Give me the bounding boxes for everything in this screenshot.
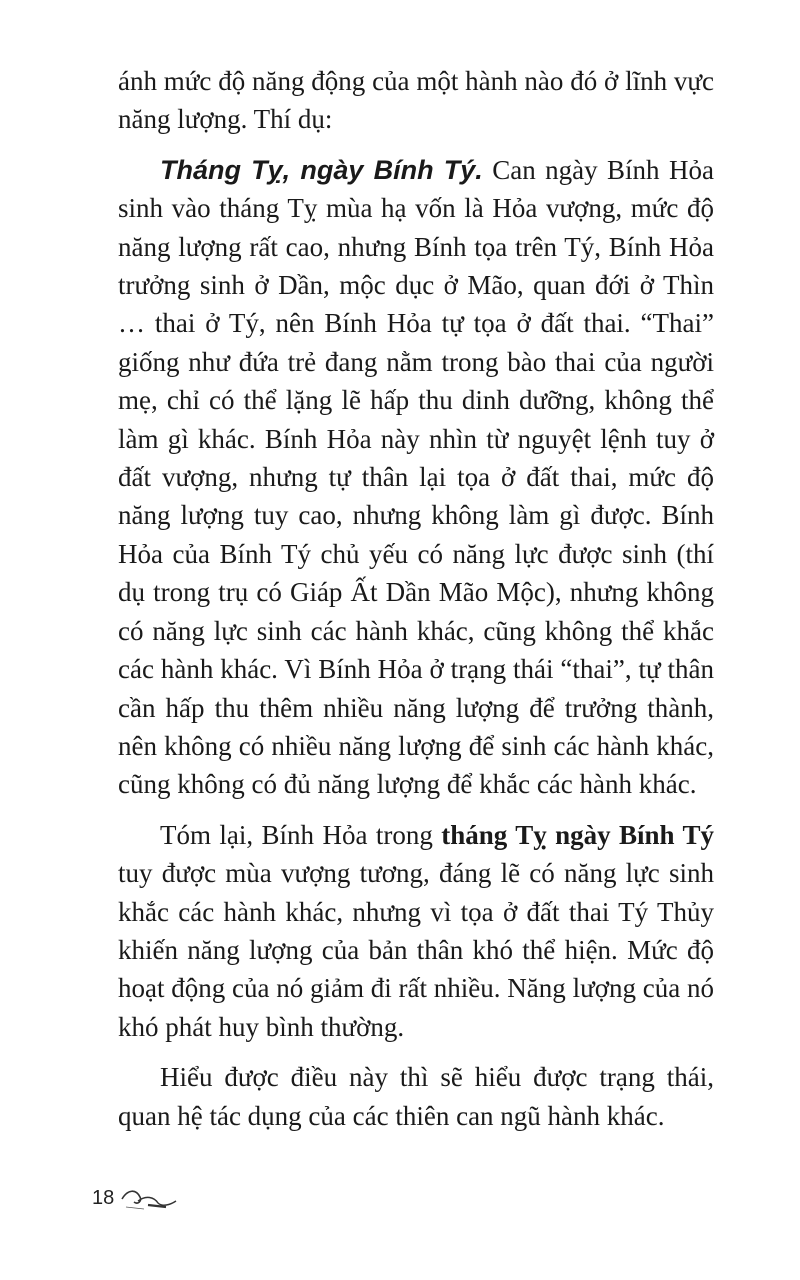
paragraph-example bbox=[118, 151, 714, 804]
example-text: Can ngày Bính Hỏa sinh vào tháng Tỵ mùa hạ vốn là Hỏa vượng, mức độ năng lượng rất cao, nhưng Bính tọa trên Tý, Bính Hỏa trưởng sinh ở Dần, mộc dục ở Mão, quan đới ở Thìn … thai ở Tý, nên Bính Hỏa tự tọa ở đất thai. “Thai” giống như đứa trẻ đang nằm trong bào thai của người mẹ, chỉ có thể lặng lẽ hấp thu dinh dưỡng, không thể làm gì khác. Bính Hỏa này nhìn từ nguyệt lệnh tuy ở đất vượng, nhưng tự thân lại tọa ở đất thai, mức độ năng lượng tuy cao, nhưng không làm gì được. Bính Hỏa của Bính Tý chủ yếu có năng lực được sinh (thí dụ trong trụ có Giáp Ất Dần Mão Mộc), nhưng không có năng lực sinh các hành khác, cũng không thể khắc các hành khác. Vì Bính Hỏa ở trạng thái “thai”, tự thân cần hấp thu thêm nhiều năng lượng để trưởng thành, nên không có nhiều năng lượng để sinh các hành khác, cũng không có đủ năng lượng để khắc các hành khác. bbox=[118, 154, 714, 800]
page-footer bbox=[92, 1185, 212, 1215]
summary-bold: tháng Tỵ ngày Bính Tý bbox=[441, 819, 714, 850]
paragraph-summary bbox=[118, 816, 714, 1046]
paragraph-intro: ánh mức độ năng động của một hành nào đó ở lĩnh vực năng lượng. Thí dụ: bbox=[118, 66, 714, 135]
brush-ornament-icon bbox=[118, 1185, 182, 1218]
example-heading: Tháng Tỵ, ngày Bính Tý. bbox=[160, 154, 483, 185]
page-number: 18 bbox=[92, 1187, 115, 1209]
paragraph-conclusion: Hiểu được điều này thì sẽ hiểu được trạng thái, quan hệ tác dụng của các thiên can ngũ hành khác. bbox=[118, 1062, 714, 1131]
summary-end: tuy được mùa vượng tương, đáng lẽ có năng lực sinh khắc các hành khác, nhưng vì tọa ở đất thai Tý Thủy khiến năng lượng của bản thân khó thể hiện. Mức độ hoạt động của nó giảm đi rất nhiều. Năng lượng của nó khó phát huy bình thường. bbox=[118, 858, 714, 1042]
summary-start: Tóm lại, Bính Hỏa trong bbox=[160, 819, 442, 850]
page-body bbox=[118, 62, 714, 1147]
